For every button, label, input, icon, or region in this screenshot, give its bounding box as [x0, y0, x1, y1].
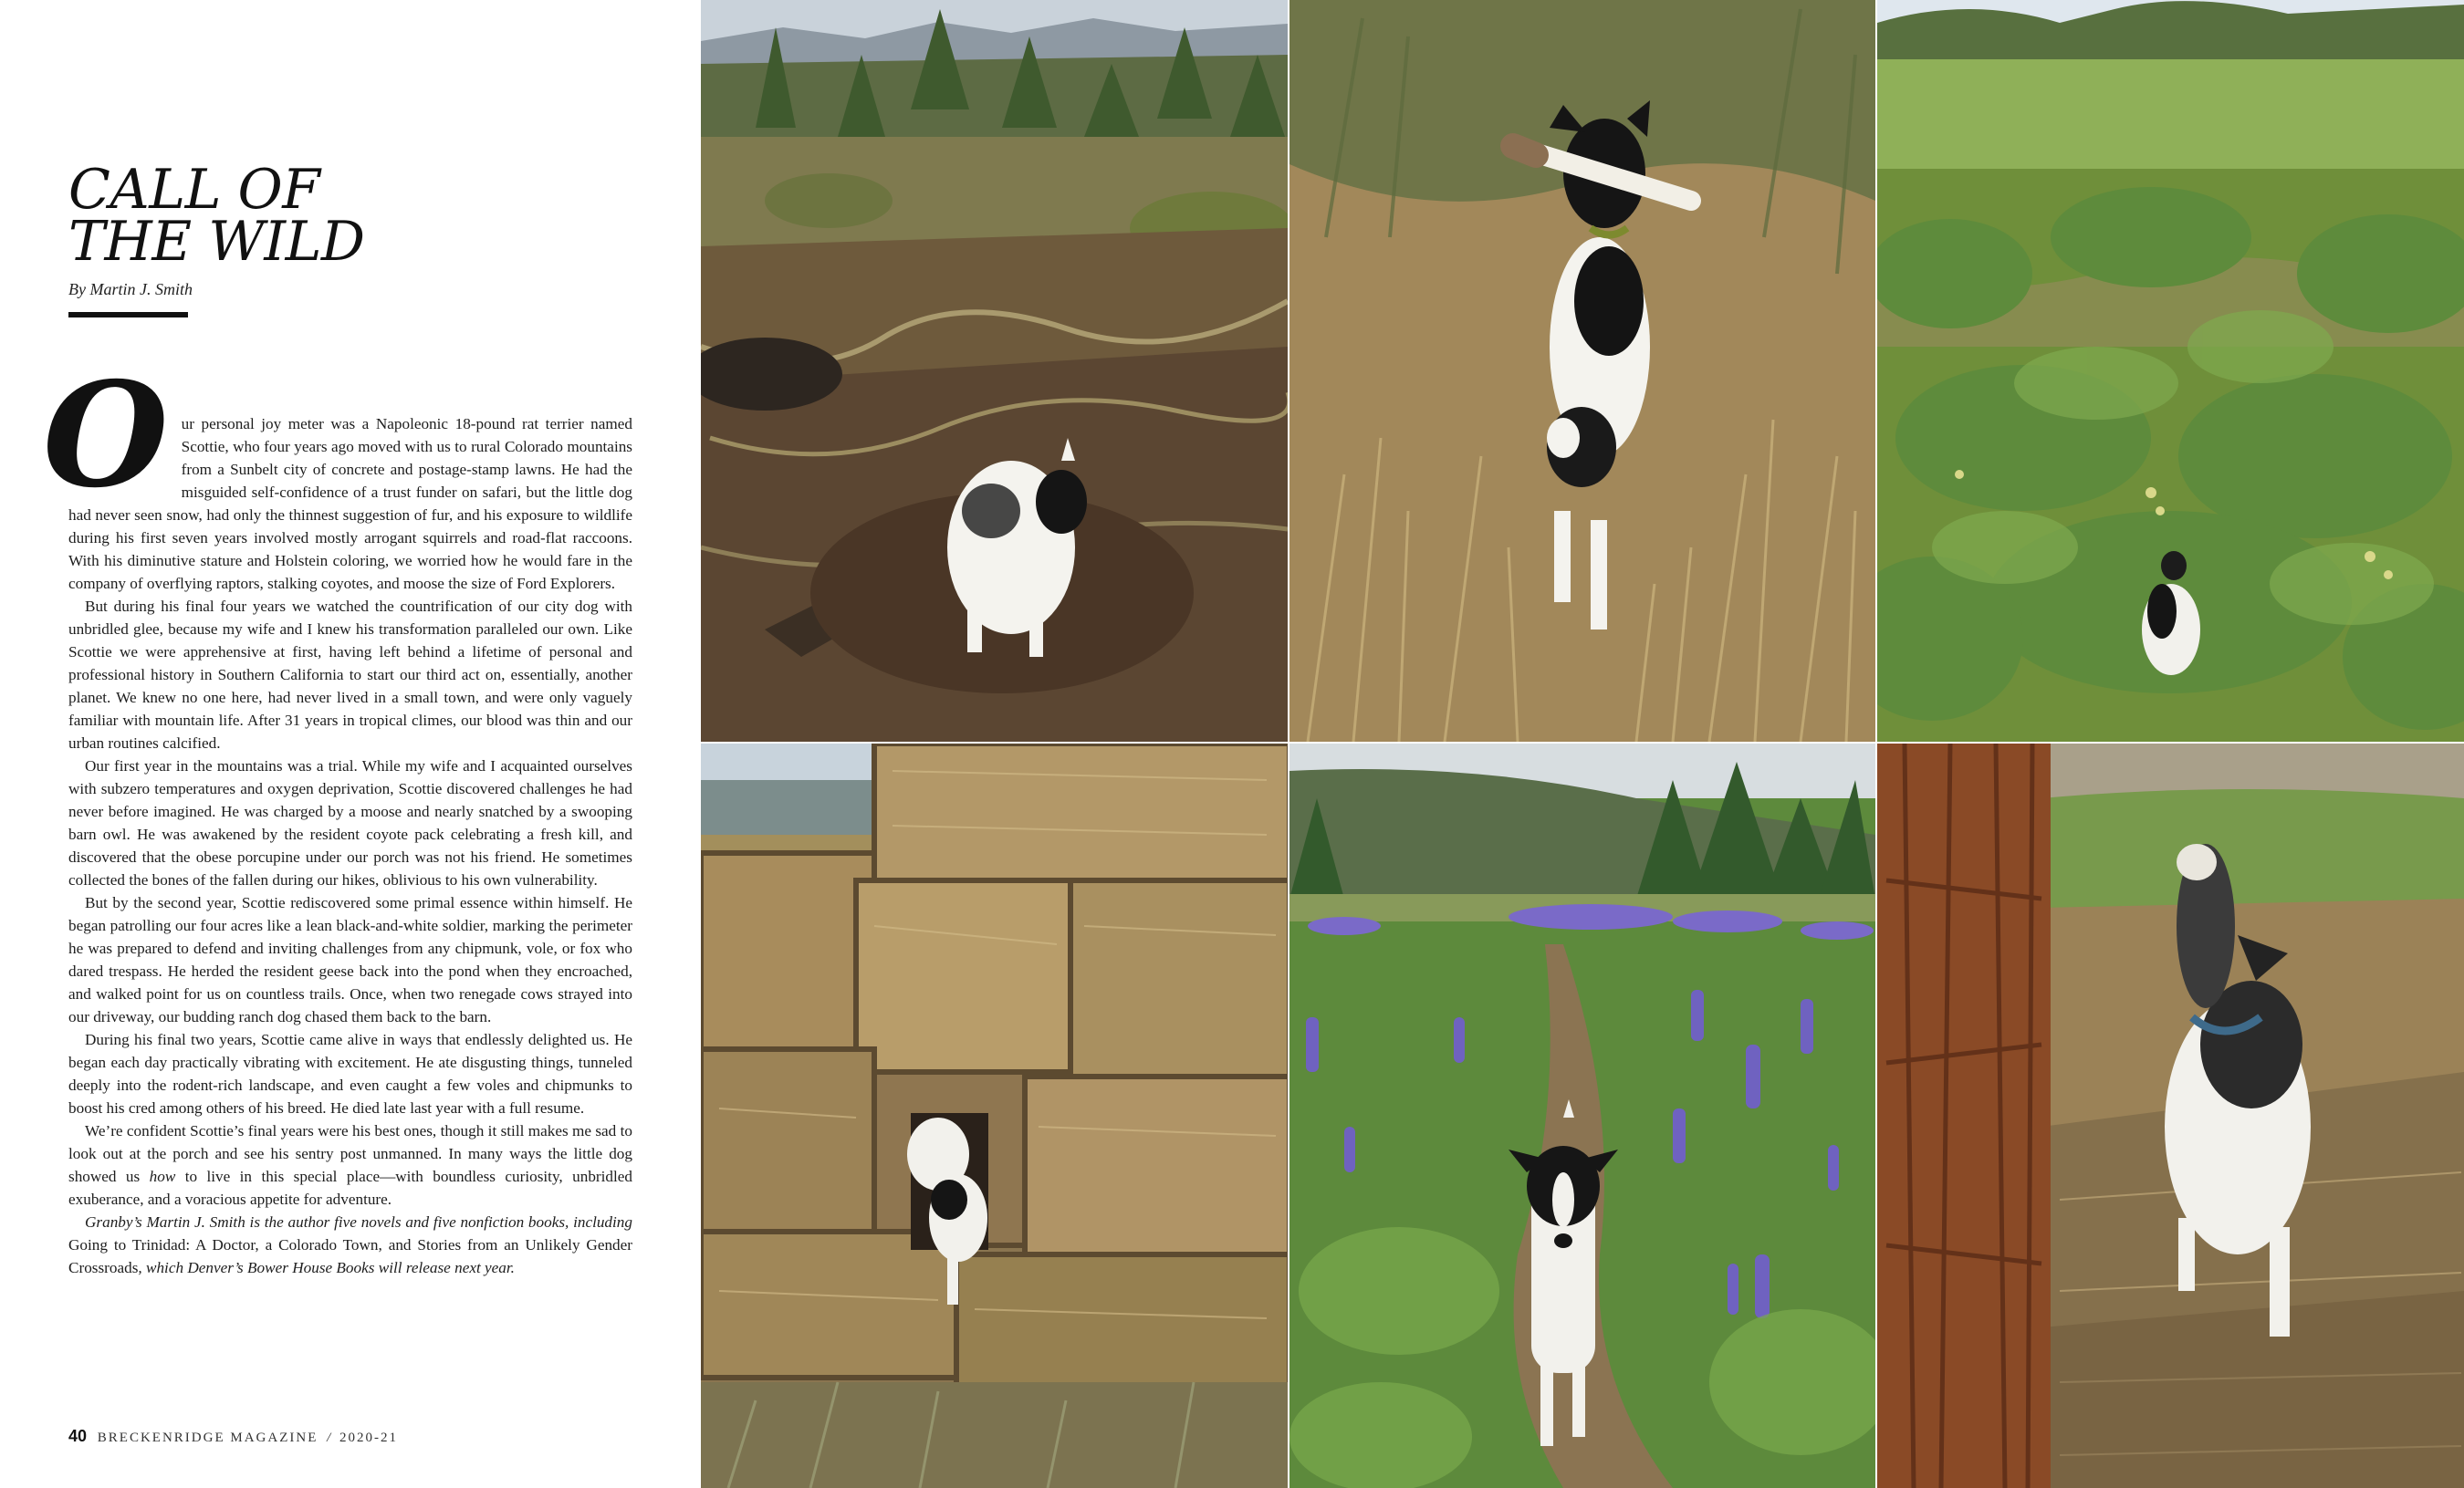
page-number: 40 — [68, 1427, 88, 1445]
title-line-1: CALL OF — [68, 158, 320, 222]
byline: By Martin J. Smith — [68, 280, 193, 298]
magazine-name: BRECKENRIDGE MAGAZINE — [97, 1431, 318, 1445]
photo-dog-lupine-trail — [1289, 744, 1875, 1488]
folio — [68, 1427, 398, 1446]
author-credit — [68, 1211, 632, 1279]
dog-lupine-trail-image — [1289, 744, 1875, 1488]
photo-dog-in-meadow — [1877, 0, 2464, 742]
title-rule — [68, 312, 188, 317]
issue-year: 2020-21 — [339, 1431, 399, 1445]
paragraph-1 — [43, 351, 632, 595]
photo-dog-digging — [701, 0, 1288, 742]
dog-digging-image — [701, 0, 1288, 742]
credit-text-a: Granby’s Martin J. Smith is the author five novels and five nonfiction books, including — [85, 1213, 632, 1231]
dog-hay-bales-image — [701, 744, 1288, 1488]
photo-dog-with-stick — [1289, 0, 1875, 742]
paragraph-6-text-b: to live in this special place—with boundless curiosity, unbridled exuberance, and a voracious appetite for adventure. — [68, 1168, 632, 1208]
dog-in-meadow-image — [1877, 0, 2464, 742]
paragraph-2: But during his final four years we watched the countrification of our city dog with unbridled glee, because my wife and I knew his transformation paralleled our own. Like Scottie we were apprehensive at first, having left behind a lifetime of personal and professional history in Southern California to start our third act on, essentially, another planet. We knew no one here, had never lived in a small town, and were only vaguely familiar with mountain life. After 31 years in tropical climes, our blood was thin and our urban routines calcified. — [68, 598, 632, 752]
photo-dog-by-tree — [1877, 744, 2464, 1488]
dog-with-stick-image — [1289, 0, 1875, 742]
paragraph-6-text-a: We’re confident Scottie’s final years were his best ones, though it still makes me sad to look out at the porch and see his sentry post unmanned. In many ways the little dog showed us — [68, 1122, 632, 1185]
paragraph-6-emphasis: how — [149, 1168, 176, 1185]
article-body — [43, 351, 632, 1279]
dog-by-tree-image — [1877, 744, 2464, 1488]
credit-text-b: , which Denver’s Bower House Books will release next year. — [138, 1259, 515, 1276]
title-line-2: THE WILD — [68, 210, 365, 274]
article-page — [0, 0, 701, 1488]
credit-book-title: Going to Trinidad: A Doctor, a Colorado Town, and Stories from an Unlikely Gender Crossroads — [68, 1236, 632, 1276]
paragraph-4: But by the second year, Scottie rediscovered some primal essence within himself. He began patrolling our four acres like a lean black-and-white soldier, marking the perimeter he was prepared to defend and inviting challenges from any chipmunk, vole, or fox who dared trespass. He herded the resident geese back into the pond when they encroached, and walked point for us on countless trails. Once, when two renegade cows strayed into our driveway, our budding ranch dog chased them back to the barn. — [68, 894, 632, 1025]
folio-separator: / — [327, 1431, 331, 1445]
paragraph-3: Our first year in the mountains was a trial. While my wife and I acquainted ourselves with subzero temperatures and oxygen deprivation, Scottie discovered challenges he had never before imagined. He was charged by a moose and nearly snatched by a swooping barn owl. He was awakened by the resident coyote pack celebrating a fresh kill, and discovered that the obese porcupine under our porch was not his friend. He sometimes collected the bones of the fallen during our hikes, oblivious to his own vulnerability. — [68, 757, 632, 889]
photo-dog-hay-bales — [701, 744, 1288, 1488]
paragraph-5: During his final two years, Scottie came alive in ways that endlessly delighted us. He began each day practically vibrating with excitement. He ate disgusting things, tunneled deeply into the rodent-rich landscape, and even caught a few voles and chipmunks to boost his cred among others of his breed. He died late last year with a full resume. — [68, 1031, 632, 1117]
paragraph-1-text: ur personal joy meter was a Napoleonic 18-pound rat terrier named Scottie, who four years ago moved with us to rural Colorado mountains from a Sunbelt city of concrete and postage-stamp lawns. He had the misguided self-confidence of a trust funder on safari, but the little dog had never seen snow, had only the thinnest suggestion of fur, and his exposure to wildlife during his first seven years involved mostly arrogant squirrels and road-flat raccoons. With his diminutive stature and Holstein coloring, we worried how he would fare in the company of overflying raptors, stalking coyotes, and moose the size of Ford Explorers. — [68, 415, 632, 592]
paragraph-6 — [68, 1119, 632, 1211]
article-title — [68, 158, 365, 274]
drop-cap: O — [43, 351, 169, 520]
